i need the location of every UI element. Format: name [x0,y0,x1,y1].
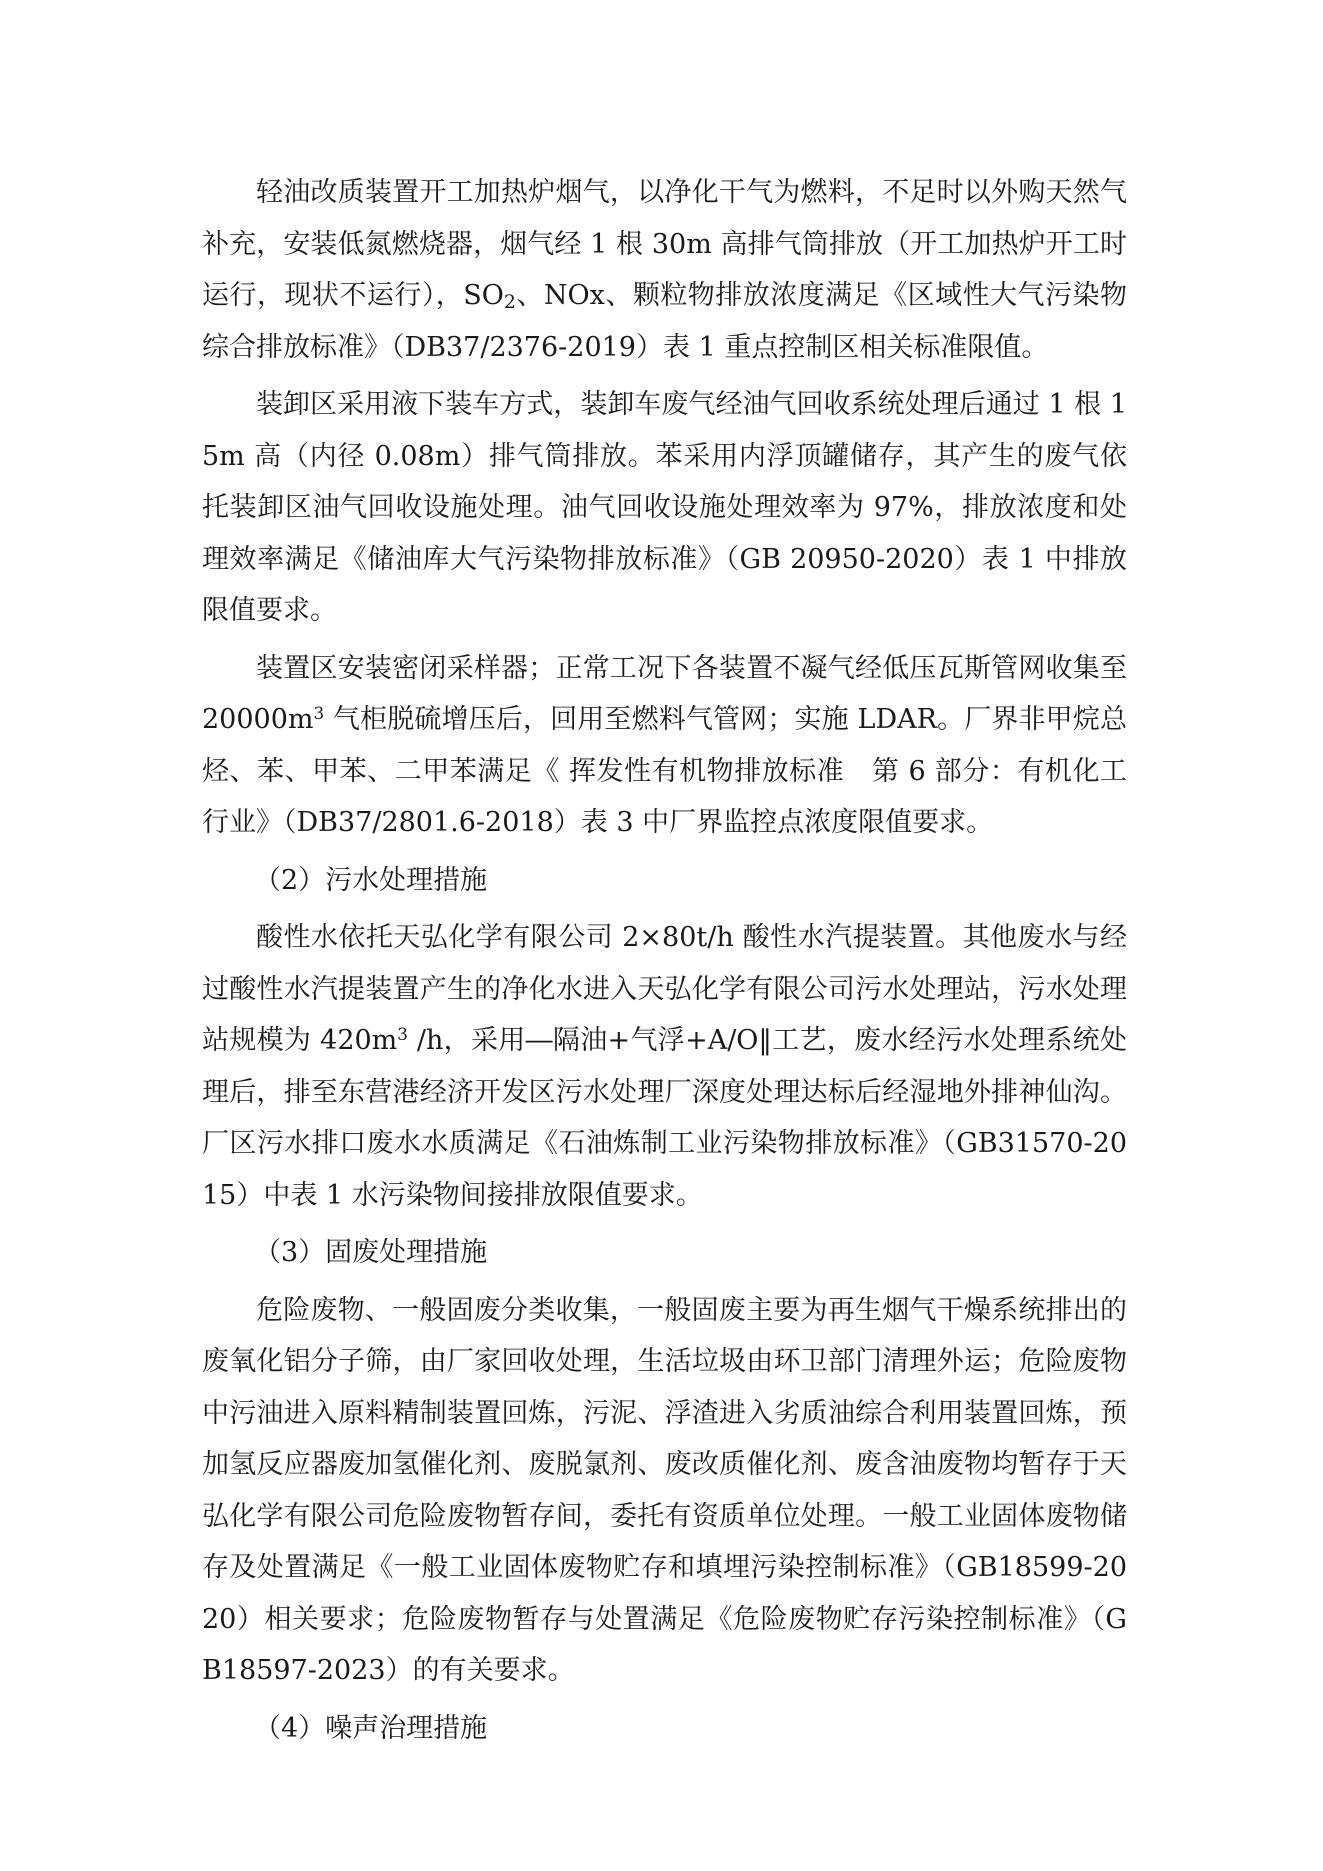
superscript-3: 3 [313,702,325,723]
paragraph-text: 酸性水依托天弘化学有限公司 2×80t/h 酸性水汽提装置。其他废水与经过酸性水汽提装置产生的净化水进入天弘化学有限公司污水处理站，污水处理站规模为 420m [202,922,1127,1056]
paragraph-text: 气柜脱硫增压后，回用至燃料气管网；实施 LDAR。厂界非甲烷总烃、苯、甲苯、二甲苯满足《 挥发性有机物排放标准 第 6 部分：有机化工行业》（DB37/2801.6-2018）表 3 中厂界监控点浓度限值要求。 [202,704,1127,838]
section-heading-solid-waste: （3）固废处理措施 [254,1237,488,1268]
paragraph-text: 装置区安装密闭采样器；正常工况下各装置不凝气经低压瓦斯管网收集至 20000m [202,652,1127,735]
paragraph-device-area-sampling [202,643,1127,849]
paragraph-text: /h，采用―隔油+气浮+A/O‖工艺，废水经污水处理系统处理后，排至东营港经济开发区污水处理厂深度处理达标后经湿地外排神仙沟。厂区污水排口废水水质满足《石油炼制工业污染物排放标准》（GB31570-2015）中表 1 水污染物间接排放限值要求。 [202,1025,1127,1211]
document-body [202,167,1127,1754]
paragraph-wastewater-treatment [202,912,1127,1221]
paragraph-text: 轻油改质装置开工加热炉烟气，以净化干气为燃料，不足时以外购天然气补充，安装低氮燃烧器，烟气经 1 根 30m 高排气筒排放（开工加热炉开工时运行，现状不运行），SO [202,177,1127,311]
paragraph-solid-waste-treatment: 危险废物、一般固废分类收集，一般固废主要为再生烟气干燥系统排出的废氧化铝分子筛，由厂家回收处理，生活垃圾由环卫部门清理外运；危险废物中污油进入原料精制装置回炼，污泥、浮渣进入劣质油综合利用装置回炼，预加氢反应器废加氢催化剂、废脱氯剂、废改质催化剂、废含油废物均暂存于天弘化学有限公司危险废物暂存间，委托有资质单位处理。一般工业固体废物储存及处置满足《一般工业固体废物贮存和填埋污染控制标准》（GB18599-2020）相关要求；危险废物暂存与处置满足《危险废物贮存污染控制标准》（GB18597-2023）的有关要求。 [202,1294,1127,1686]
section-heading-wastewater: （2）污水处理措施 [254,864,488,896]
paragraph-text: 、NOx、颗粒物排放浓度满足《区域性大气污染物综合排放标准》（DB37/2376-2019）表 1 重点控制区相关标准限值。 [202,280,1127,363]
paragraph-heating-furnace-flue-gas [202,167,1127,373]
superscript-3: 3 [397,1023,408,1044]
section-heading-noise: （4）噪声治理措施 [254,1712,488,1744]
paragraph-loading-area-exhaust: 装卸区采用液下装车方式，装卸车废气经油气回收系统处理后通过 1 根 15m 高（内径 0.08m）排气筒排放。苯采用内浮顶罐储存，其产生的废气依托装卸区油气回收设施处理。油气回收设施处理效率为 97%，排放浓度和处理效率满足《储油库大气污染物排放标准》（GB 20950-2020）表 1 中排放限值要求。 [202,389,1127,626]
subscript-2: 2 [503,290,516,313]
